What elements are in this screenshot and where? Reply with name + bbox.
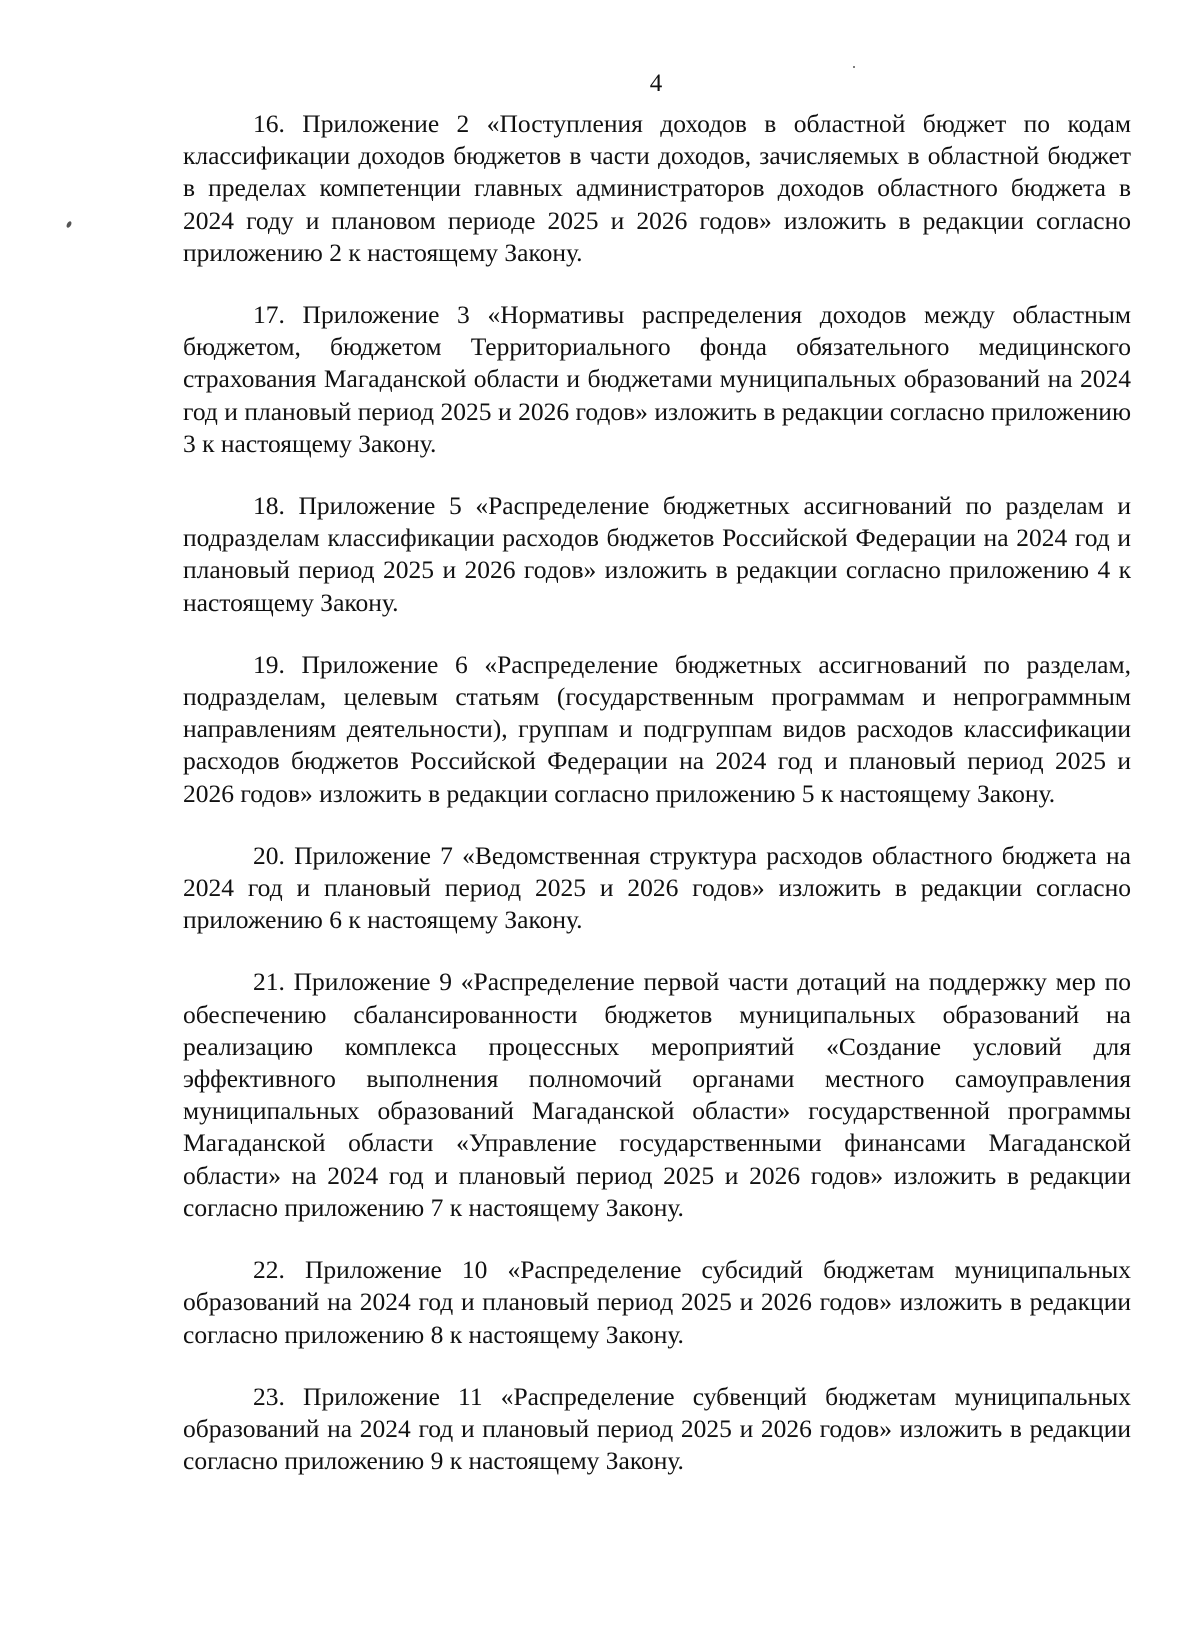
document-body — [183, 108, 1131, 1477]
paragraph-16: 16. Приложение 2 «Поступления доходов в областной бюджет по кодам классификации доходов бюджетов в части доходов, зачисляемых в областной бюджет в пределах компетенции главных администраторов доходов областного бюджета в 2024 году и плановом периоде 2025 и 2026 годов» изложить в редакции согласно приложению 2 к настоящему Закону. — [183, 109, 1131, 267]
paragraph-18: 18. Приложение 5 «Распределение бюджетных ассигнований по разделам и подразделам классификации расходов бюджетов Российской Федерации на 2024 год и плановый период 2025 и 2026 годов» изложить в редакции согласно приложению 4 к настоящему Закону. — [183, 491, 1131, 617]
page-number: 4 — [649, 70, 663, 97]
scan-speck — [66, 220, 73, 228]
scan-speck — [853, 66, 855, 68]
paragraph-22: 22. Приложение 10 «Распределение субсидий бюджетам муниципальных образований на 2024 год и плановый период 2025 и 2026 годов» изложить в редакции согласно приложению 8 к настоящему Закону. — [183, 1255, 1131, 1349]
paragraph-21: 21. Приложение 9 «Распределение первой части дотаций на поддержку мер по обеспечению сбалансированности бюджетов муниципальных образований на реализацию комплекса процессных мероприятий «Создание условий для эффективного выполнения полномочий органами местного самоуправления муниципальных образований Магаданской области» государственной программы Магаданской области «Управление государственными финансами Магаданской области» на 2024 год и плановый период 2025 и 2026 годов» изложить в редакции согласно приложению 7 к настоящему Закону. — [183, 967, 1131, 1222]
paragraph-19: 19. Приложение 6 «Распределение бюджетных ассигнований по разделам, подразделам, целевым статьям (государственным программам и непрограммным направлениям деятельности), группам и подгруппам видов расходов классификации расходов бюджетов Российской Федерации на 2024 год и плановый период 2025 и 2026 годов» изложить в редакции согласно приложению 5 к настоящему Закону. — [183, 649, 1131, 808]
paragraph-23: 23. Приложение 11 «Распределение субвенций бюджетам муниципальных образований на 2024 год и плановый период 2025 и 2026 годов» изложить в редакции согласно приложению 9 к настоящему Закону. — [183, 1381, 1131, 1476]
paragraph-20: 20. Приложение 7 «Ведомственная структура расходов областного бюджета на 2024 год и плановый период 2025 и 2026 годов» изложить в редакции согласно приложению 6 к настоящему Закону. — [183, 840, 1131, 935]
paragraph-17: 17. Приложение 3 «Нормативы распределения доходов между областным бюджетом, бюджетом Территориального фонда обязательного медицинского страхования Магаданской области и бюджетами муниципальных образований на 2024 год и плановый период 2025 и 2026 годов» изложить в редакции согласно приложению 3 к настоящему Закону. — [183, 300, 1131, 458]
